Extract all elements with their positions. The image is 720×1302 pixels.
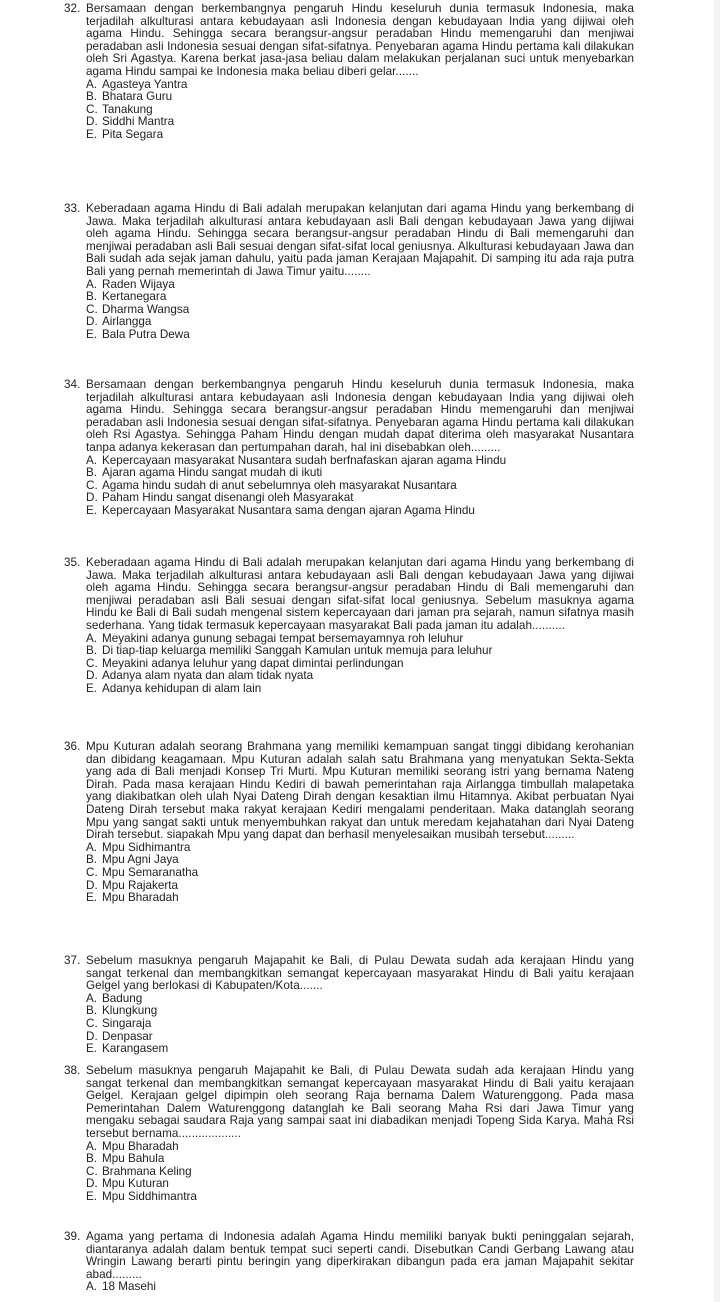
option-a[interactable]	[86, 993, 634, 1006]
option-text: Singaraja	[102, 1016, 152, 1030]
question-number: 37.	[64, 954, 81, 967]
option-text: Bala Putra Dewa	[102, 327, 190, 341]
option-text: Mpu Bahula	[102, 1152, 165, 1166]
question-number: 32.	[64, 2, 81, 15]
option-letter: D.	[86, 315, 98, 329]
option-text: Mpu Siddhimantra	[102, 1189, 197, 1203]
option-letter: E.	[86, 1189, 98, 1203]
question-number: 33.	[64, 202, 81, 215]
options-list	[86, 842, 634, 905]
option-e[interactable]	[86, 683, 634, 696]
question-text: Bersamaan dengan berkembangnya pengaruh Hindu keseluruh dunia termasuk Indonesia, maka terjadilah alkulturasi antara kebudayaan asli Indonesia dengan kebudayaan India yang dijiwai oleh agama Hindu. Sehingga secara berangsur-angsur peradaban Hindu memengaruhi dan menjiwai peradaban asli Indonesia sesuai dengan sifat-sifatnya. Penyebaran agama Hindu pertama kali dilakukan oleh Sri Agastya. Karena berkat jasa-jasa beliau dalam melakukan perjalanan suci untuk menyebarkan agama Hindu sampai ke Indonesia maka beliau diberi gelar.......	[86, 2, 634, 78]
option-letter: A.	[86, 991, 98, 1005]
option-b[interactable]	[86, 645, 634, 658]
option-letter: A.	[86, 1139, 98, 1153]
option-letter: D.	[86, 878, 98, 892]
option-text: Tanakung	[102, 102, 153, 116]
option-text: Kepercayaan masyarakat Nusantara sudah berfnafaskan ajaran agama Hindu	[102, 453, 507, 467]
question-text: Mpu Kuturan adalah seorang Brahmana yang memiliki kemampuan sangat tinggi dibidang kerohanian dan dibidang keagamaan. Mpu Kuturan adalah salah satu Brahmana yang menyatukan Sekta-Sekta yang ada di Bali menjadi Konsep Tri Murti. Mpu Kuturan memiliki seorang istri yang bernama Nateng Dirah. Pada masa kerajaan Hindu Kediri di bawah pemerintahan raja Airlangga timbullah malapetaka yang diakibatkan oleh ulah Nyai Dateng Dirah dengan kesaktian ilmu Hitamnya. Akibat perbuatan Nyai Dateng Dirah tersebut maka rakyat kerajaan Kediri mengalami penderitaan. Maka datanglah seorang Mpu yang sangat sakti untuk menyembuhkan rakyat dan untuk meredam kejahatahan dari Nyai Dateng Dirah tersebut. siapakah Mpu yang dapat dan berhasil menyelesaikan musibah tersebut.........	[86, 740, 634, 842]
question-text: Keberadaan agama Hindu di Bali adalah merupakan kelanjutan dari agama Hindu yang berkembang di Jawa. Maka terjadilah alkulturasi antara kebudayaan asli Bali dengan kebudayaan Jawa yang dijiwai oleh agama Hindu. Sehingga secara berangsur-angsur peradaban Hindu di Bali memengaruhi dan menjiwai peradaban asli Bali sesuai dengan sifat-sifat local geniusnya. Sebelum masuknya agama Hindu ke Bali di Bali sudah mengenal sistem kepercayaan dari jaman pra sejarah, namun sifatnya masih sederhana. Yang tidak termasuk kepercayaan masyarakat Bali pada jaman itu adalah..........	[86, 556, 634, 632]
option-text: Paham Hindu sangat disenangi oleh Masyarakat	[102, 491, 354, 505]
question-text: Sebelum masuknya pengaruh Majapahit ke Bali, di Pulau Dewata sudah ada kerajaan Hindu yang sangat terkenal dan membangkitkan semangat kepercayaan masyarakat Hindu di Bali yaitu kerajaan Gelgel. Kerajaan gelgel dipimpin oleh seorang Raja bernama Dalem Waturenggong. Pada masa Pemerintahan Dalem Waturenggong datanglah ke Bali seorang Maha Rsi dari Jawa Timur yang mengaku sebagai saudara Raja yang sampai saat ini diabadikan menjadi Topeng Sida Karya. Maha Rsi tersebut bernama...................	[86, 1064, 634, 1140]
option-letter: E.	[86, 127, 98, 141]
options-list	[86, 79, 634, 142]
option-letter: A.	[86, 840, 98, 854]
option-text: Badung	[102, 991, 143, 1005]
option-text: Mpu Bharadah	[102, 1139, 179, 1153]
question-39	[64, 1230, 634, 1294]
option-text: Mpu Bharadah	[102, 891, 179, 905]
option-e[interactable]	[86, 1043, 634, 1056]
option-b[interactable]	[86, 1005, 634, 1018]
option-letter: E.	[86, 681, 98, 695]
option-d[interactable]	[86, 116, 634, 129]
option-e[interactable]	[86, 129, 634, 142]
question-33	[64, 202, 634, 342]
option-letter: A.	[86, 277, 98, 291]
question-32	[64, 2, 634, 142]
question-stem	[64, 556, 634, 633]
question-stem	[64, 378, 634, 455]
option-letter: A.	[86, 453, 98, 467]
question-stem	[64, 740, 634, 842]
question-number: 39.	[64, 1230, 81, 1243]
option-letter: B.	[86, 644, 98, 658]
question-stem	[64, 1064, 634, 1141]
option-e[interactable]	[86, 892, 634, 905]
option-a[interactable]	[86, 279, 634, 292]
option-text: Meyakini adanya gunung sebagai tempat bersemayamnya roh leluhur	[102, 631, 464, 645]
option-letter: A.	[86, 1280, 98, 1294]
option-c[interactable]	[86, 867, 634, 880]
question-number: 34.	[64, 378, 81, 391]
options-list	[86, 455, 634, 518]
option-c[interactable]	[86, 304, 634, 317]
question-stem	[64, 954, 634, 993]
question-35	[64, 556, 634, 696]
option-text: Mpu Agni Jaya	[102, 853, 179, 867]
option-letter: C.	[86, 478, 98, 492]
option-text: Di tiap-tiap keluarga memiliki Sanggah Kamulan untuk memuja para leluhur	[102, 644, 493, 658]
option-text: Klungkung	[102, 1004, 158, 1018]
option-letter: C.	[86, 656, 98, 670]
options-list	[86, 1281, 634, 1294]
option-letter: B.	[86, 90, 98, 104]
option-text: Siddhi Mantra	[102, 115, 175, 129]
question-37	[64, 954, 634, 1056]
option-text: Dharma Wangsa	[102, 302, 190, 316]
option-text: Brahmana Keling	[102, 1164, 192, 1178]
option-text: Mpu Rajakerta	[102, 878, 179, 892]
option-letter: B.	[86, 466, 98, 480]
option-letter: C.	[86, 302, 98, 316]
question-text: Keberadaan agama Hindu di Bali adalah merupakan kelanjutan dari agama Hindu yang berkembang di Jawa. Maka terjadilah alkulturasi antara kebudayaan asli Bali dengan kebudayaan Jawa yang dijiwai oleh agama Hindu. Sehingga secara berangsur-angsur peradaban Hindu di Bali memengaruhi dan menjiwai peradaban asli Bali sesuai dengan sifat-sifat local geniusnya. Alkulturasi kebudayaan Jawa dan Bali sudah ada sejak jaman dahulu, yaitu pada jaman Kerajaan Majapahit. Di samping itu ada raja putra Bali yang pernah memerintah di Jawa Timur yaitu........	[86, 202, 634, 278]
option-letter: B.	[86, 1152, 98, 1166]
question-number: 36.	[64, 740, 81, 753]
option-text: Adanya kehidupan di alam lain	[102, 681, 262, 695]
option-text: Raden Wijaya	[102, 277, 175, 291]
question-stem	[64, 202, 634, 279]
question-38	[64, 1064, 634, 1204]
question-number: 35.	[64, 556, 81, 569]
options-list	[86, 993, 634, 1056]
option-letter: D.	[86, 115, 98, 129]
option-text: Adanya alam nyata dan alam tidak nyata	[102, 669, 314, 683]
option-b[interactable]	[86, 1153, 634, 1166]
options-list	[86, 279, 634, 342]
question-stem	[64, 2, 634, 79]
option-text: Airlangga	[102, 315, 152, 329]
options-list	[86, 633, 634, 696]
option-a[interactable]	[86, 1281, 634, 1294]
option-letter: D.	[86, 491, 98, 505]
option-text: Meyakini adanya leluhur yang dapat dimintai perlindungan	[102, 656, 404, 670]
option-text: Denpasar	[102, 1029, 153, 1043]
option-letter: C.	[86, 102, 98, 116]
option-letter: E.	[86, 891, 98, 905]
option-text: Ajaran agama Hindu sangat mudah di ikuti	[102, 466, 323, 480]
option-text: Agasteya Yantra	[102, 77, 188, 91]
option-letter: C.	[86, 1016, 98, 1030]
question-34	[64, 378, 634, 518]
option-b[interactable]	[86, 291, 634, 304]
option-c[interactable]	[86, 1018, 634, 1031]
question-text: Agama yang pertama di Indonesia adalah Agama Hindu memiliki banyak bukti peninggalan sejarah, diantaranya adalah dalam bentuk tempat suci seperti candi. Disebutkan Candi Gerbang Lawang atau Wringin Lawang berarti pintu beringin yang diperkirakan dibangun pada era jaman Majapahit sekitar abad.........	[86, 1230, 634, 1281]
option-text: Kertanegara	[102, 290, 167, 304]
option-text: Kepercayaan Masyarakat Nusantara sama dengan ajaran Agama Hindu	[102, 503, 475, 517]
question-text: Bersamaan dengan berkembangnya pengaruh Hindu keseluruh dunia termasuk Indonesia, maka terjadilah alkulturasi antara kebudayaan asli Indonesia dengan kebudayaan India yang dijiwai oleh agama Hindu. Sehingga secara berangsur-angsur peradaban Hindu memengaruhi dan menjiwai peradaban asli Indonesia sesuai dengan sifat-sifatnya. Penyebaran agama Hindu pertama kali dilakukan oleh Rsi Agastya. Sehingga Paham Hindu dengan mudah dapat diterima oleh masyarakat Nusantara tanpa adanya kekerasan dan pertumpahan darah, hal ini disebabkan oleh.........	[86, 378, 634, 454]
option-letter: E.	[86, 1042, 98, 1056]
option-letter: D.	[86, 1029, 98, 1043]
option-letter: C.	[86, 1164, 98, 1178]
option-e[interactable]	[86, 329, 634, 342]
option-text: Mpu Sidhimantra	[102, 840, 191, 854]
option-letter: D.	[86, 669, 98, 683]
option-b[interactable]	[86, 91, 634, 104]
options-list	[86, 1141, 634, 1204]
question-text: Sebelum masuknya pengaruh Majapahit ke Bali, di Pulau Dewata sudah ada kerajaan Hindu yang sangat terkenal dan membangkitkan semangat kepercayaan masyarakat Hindu di Bali yaitu kerajaan Gelgel yang berlokasi di Kabupaten/Kota.......	[86, 954, 634, 993]
option-letter: B.	[86, 1004, 98, 1018]
option-letter: A.	[86, 631, 98, 645]
option-d[interactable]	[86, 1031, 634, 1044]
option-letter: A.	[86, 77, 98, 91]
option-letter: C.	[86, 865, 98, 879]
option-e[interactable]	[86, 1191, 634, 1204]
option-e[interactable]	[86, 505, 634, 518]
page-edge-divider	[714, 0, 720, 1302]
option-a[interactable]	[86, 1141, 634, 1154]
question-stem	[64, 1230, 634, 1281]
option-letter: E.	[86, 327, 98, 341]
option-text: Mpu Semaranatha	[102, 865, 199, 879]
option-letter: B.	[86, 290, 98, 304]
question-36	[64, 740, 634, 905]
option-text: Agama hindu sudah di anut sebelumnya oleh masyarakat Nusantara	[102, 478, 457, 492]
option-text: Mpu Kuturan	[102, 1177, 169, 1191]
option-b[interactable]	[86, 467, 634, 480]
option-letter: B.	[86, 853, 98, 867]
option-text: Karangasem	[102, 1042, 169, 1056]
option-letter: E.	[86, 503, 98, 517]
option-text: Bhatara Guru	[102, 90, 173, 104]
option-letter: D.	[86, 1177, 98, 1191]
question-number: 38.	[64, 1064, 81, 1077]
option-text: Pita Segara	[102, 127, 164, 141]
option-text: 18 Masehi	[102, 1280, 156, 1294]
